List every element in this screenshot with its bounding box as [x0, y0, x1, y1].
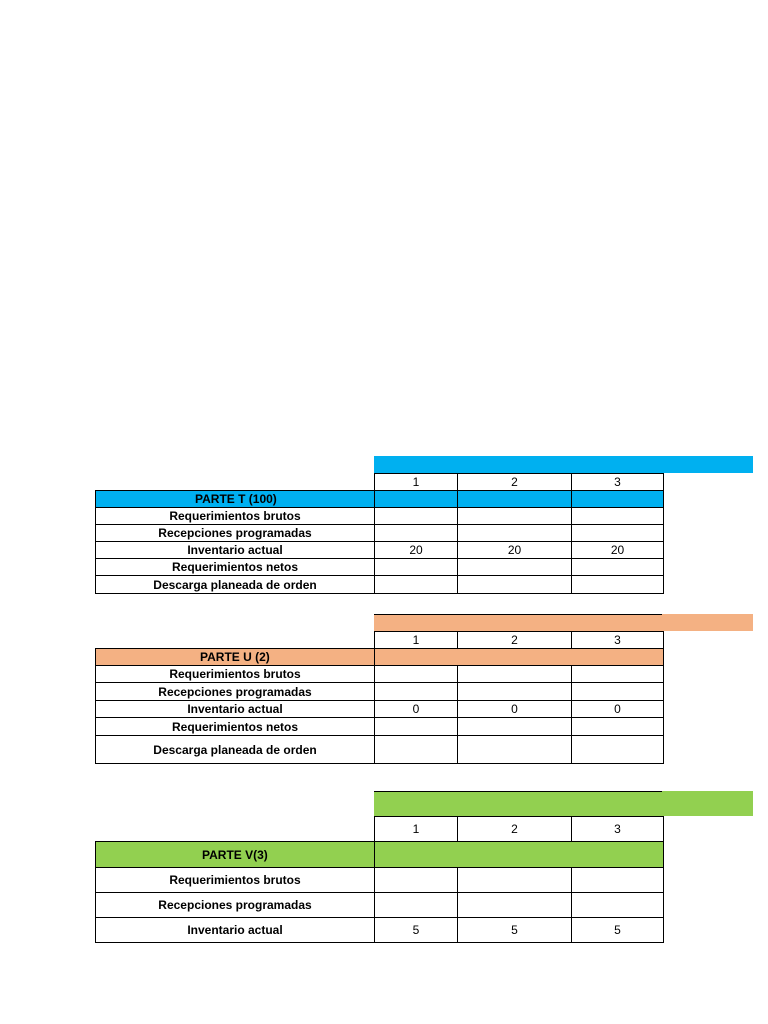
period-cell[interactable]: 1	[375, 632, 458, 649]
header-cell[interactable]	[375, 649, 458, 666]
section-t-color-bar	[374, 456, 753, 473]
value-cell[interactable]	[375, 559, 458, 576]
row-label[interactable]: Descarga planeada de orden	[96, 576, 375, 594]
value-cell[interactable]: 5	[572, 918, 664, 943]
value-cell[interactable]	[572, 736, 664, 764]
value-cell[interactable]	[375, 718, 458, 736]
row-label[interactable]: Inventario actual	[96, 918, 375, 943]
header-cell[interactable]	[572, 491, 664, 508]
section-title[interactable]	[96, 842, 375, 868]
header-cell[interactable]	[375, 491, 458, 508]
header-cell[interactable]	[572, 842, 664, 868]
section-u-color-bar	[374, 614, 753, 631]
empty-cell	[96, 632, 375, 649]
row-label[interactable]: Requerimientos brutos	[96, 508, 375, 525]
value-cell[interactable]: 5	[375, 918, 458, 943]
value-cell[interactable]: 0	[375, 701, 458, 718]
value-cell[interactable]	[375, 666, 458, 683]
value-cell[interactable]	[458, 868, 572, 893]
value-cell[interactable]	[572, 718, 664, 736]
period-cell[interactable]: 2	[458, 474, 572, 491]
value-cell[interactable]: 0	[458, 701, 572, 718]
section-title-text: PARTE T (100)	[195, 492, 277, 506]
header-cell[interactable]	[458, 842, 572, 868]
value-cell[interactable]	[572, 666, 664, 683]
period-cell[interactable]: 1	[375, 474, 458, 491]
value-cell[interactable]	[572, 893, 664, 918]
value-cell[interactable]	[572, 683, 664, 701]
empty-cell	[96, 817, 375, 842]
value-cell[interactable]	[572, 576, 664, 594]
row-label[interactable]: Inventario actual	[96, 542, 375, 559]
section-v-table	[95, 816, 664, 943]
value-cell[interactable]	[458, 683, 572, 701]
value-cell[interactable]	[375, 525, 458, 542]
value-cell[interactable]	[458, 508, 572, 525]
row-label[interactable]: Recepciones programadas	[96, 683, 375, 701]
section-v-color-bar	[374, 791, 753, 816]
value-cell[interactable]	[572, 525, 664, 542]
value-cell[interactable]	[458, 718, 572, 736]
value-cell[interactable]	[458, 525, 572, 542]
period-cell[interactable]: 2	[458, 632, 572, 649]
value-cell[interactable]	[572, 508, 664, 525]
row-label[interactable]: Requerimientos brutos	[96, 868, 375, 893]
period-cell[interactable]: 2	[458, 817, 572, 842]
row-label[interactable]: Recepciones programadas	[96, 893, 375, 918]
value-cell[interactable]: 20	[572, 542, 664, 559]
value-cell[interactable]	[375, 893, 458, 918]
section-u-table	[95, 631, 664, 764]
header-cell[interactable]	[375, 842, 458, 868]
value-cell[interactable]	[458, 576, 572, 594]
value-cell[interactable]	[375, 508, 458, 525]
value-cell[interactable]	[572, 868, 664, 893]
row-label[interactable]: Requerimientos netos	[96, 559, 375, 576]
value-cell[interactable]	[458, 893, 572, 918]
period-cell[interactable]: 1	[375, 817, 458, 842]
period-cell[interactable]: 3	[572, 817, 664, 842]
section-title-text: PARTE U (2)	[200, 650, 270, 664]
section-title[interactable]	[96, 649, 375, 666]
value-cell[interactable]	[572, 559, 664, 576]
header-cell[interactable]	[572, 649, 664, 666]
section-title-text: PARTE V(3)	[202, 847, 268, 862]
header-cell[interactable]	[458, 491, 572, 508]
row-label[interactable]: Descarga planeada de orden	[96, 736, 375, 764]
section-title[interactable]	[96, 491, 375, 508]
period-cell[interactable]: 3	[572, 632, 664, 649]
value-cell[interactable]	[375, 683, 458, 701]
value-cell[interactable]: 20	[375, 542, 458, 559]
value-cell[interactable]	[375, 736, 458, 764]
row-label[interactable]: Requerimientos brutos	[96, 666, 375, 683]
period-cell[interactable]: 3	[572, 474, 664, 491]
row-label[interactable]: Inventario actual	[96, 701, 375, 718]
section-t-table	[95, 473, 664, 594]
row-label[interactable]: Requerimientos netos	[96, 718, 375, 736]
value-cell[interactable]	[458, 736, 572, 764]
empty-cell	[96, 474, 375, 491]
value-cell[interactable]: 5	[458, 918, 572, 943]
header-cell[interactable]	[458, 649, 572, 666]
value-cell[interactable]	[458, 559, 572, 576]
value-cell[interactable]	[375, 576, 458, 594]
value-cell[interactable]: 0	[572, 701, 664, 718]
value-cell[interactable]	[458, 666, 572, 683]
row-label[interactable]: Recepciones programadas	[96, 525, 375, 542]
value-cell[interactable]	[375, 868, 458, 893]
value-cell[interactable]: 20	[458, 542, 572, 559]
